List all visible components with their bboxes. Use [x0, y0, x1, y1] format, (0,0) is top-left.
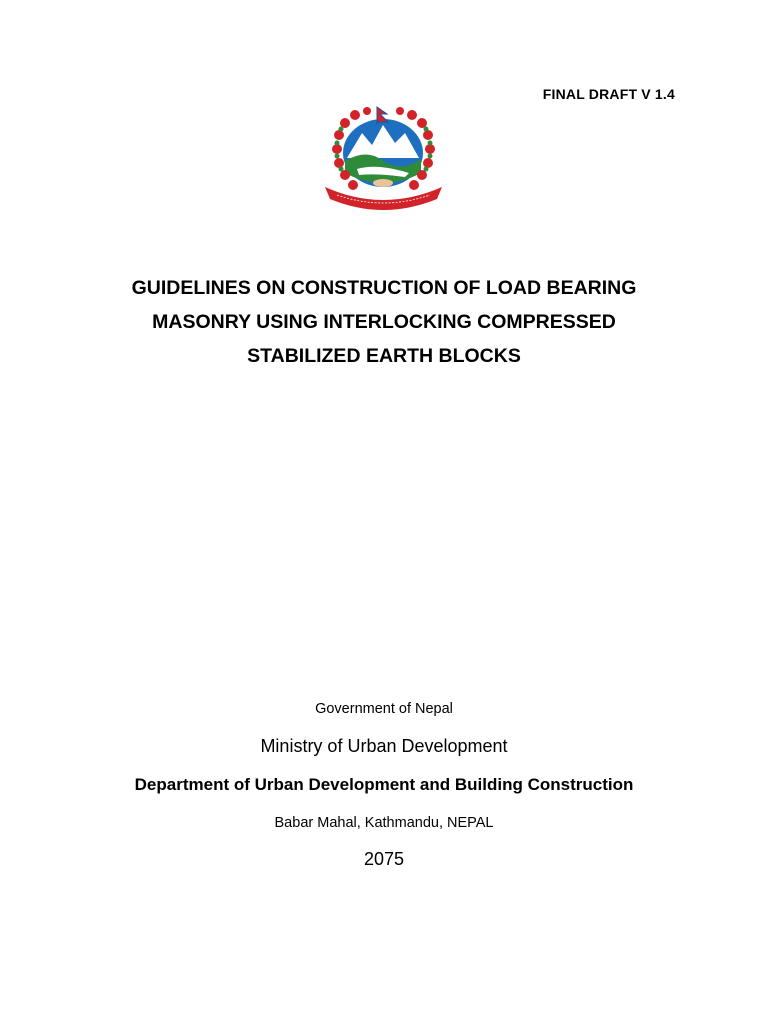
document-title: [60, 271, 708, 373]
title-line-2: MASONRY USING INTERLOCKING COMPRESSED: [152, 311, 616, 333]
publication-year: 2075: [363, 849, 405, 869]
address: Babar Mahal, Kathmandu, NEPAL: [274, 815, 494, 831]
title-line-1: GUIDELINES ON CONSTRUCTION OF LOAD BEARING: [131, 277, 637, 299]
nepal-coat-of-arms-icon: [317, 103, 450, 213]
department-name: Department of Urban Development and Building Construction: [134, 775, 634, 794]
draft-version-label: FINAL DRAFT V 1.4: [542, 86, 675, 102]
ministry-name: Ministry of Urban Development: [260, 736, 508, 756]
government-name: Government of Nepal: [315, 701, 453, 717]
title-line-3: STABILIZED EARTH BLOCKS: [247, 345, 521, 367]
